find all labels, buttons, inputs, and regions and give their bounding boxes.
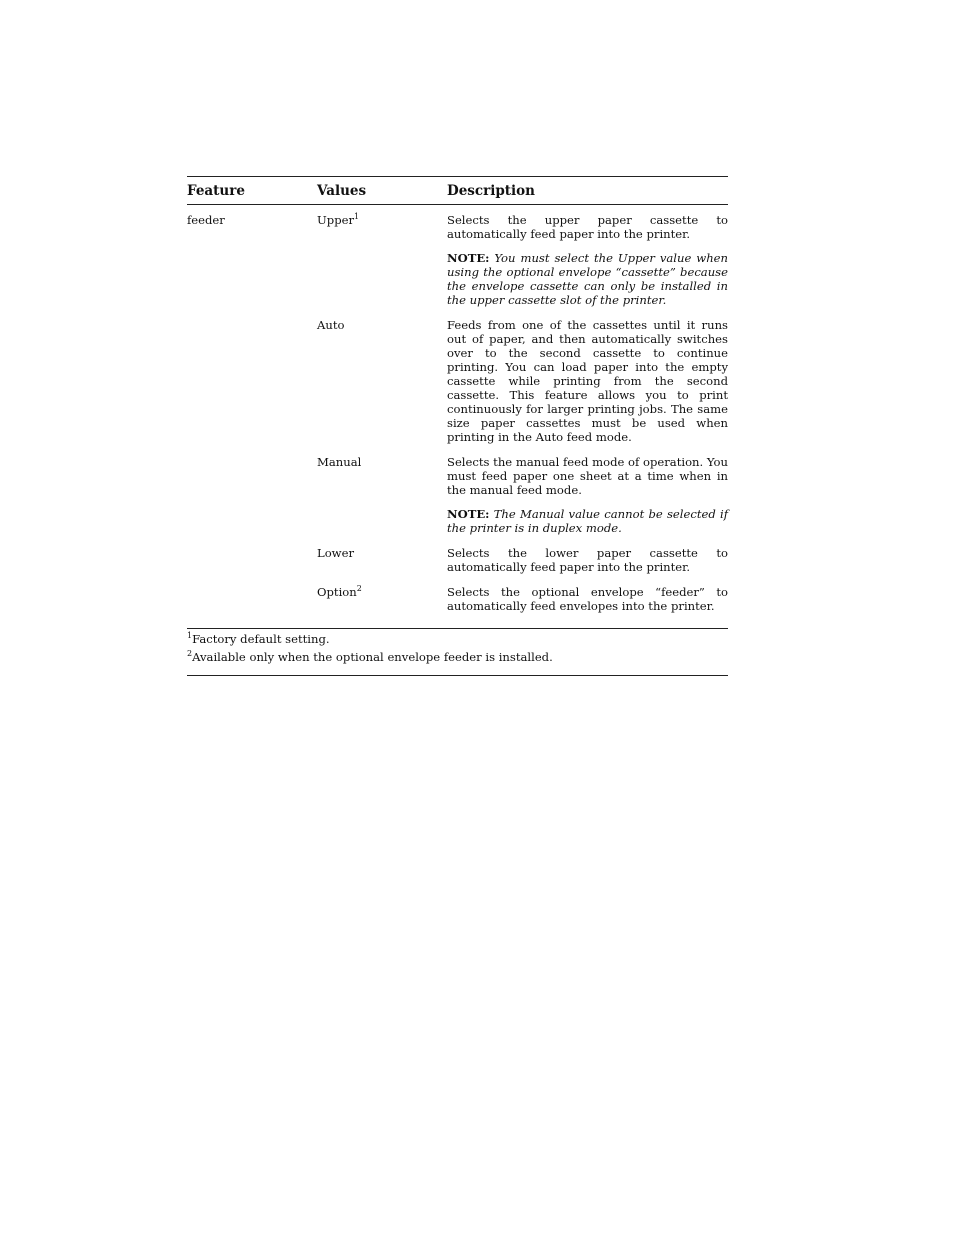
footnote-mark: 1 [187, 631, 193, 640]
table-body [187, 205, 728, 628]
table-row-option [187, 585, 728, 613]
table-row-upper [187, 213, 728, 307]
description-cell [447, 455, 728, 535]
footnotes [187, 629, 728, 675]
value-label: Manual [317, 455, 362, 469]
description-text: Feeds from one of the cassettes until it runs out of paper, and then automatically switches over to the second cassette to continue printing. You can load paper into the empty cassette while printing from the second cassette. This feature allows you to print continuously for larger printing jobs. The same size paper cassettes must be used when printing in the Auto feed mode. [447, 318, 728, 444]
description-text: Selects the lower paper cassette to automatically feed paper into the printer. [447, 546, 728, 574]
header-values: Values [317, 182, 367, 199]
feature-cell [187, 318, 317, 444]
value-label: Lower [317, 546, 355, 560]
note-text: You must select the Upper value when using the optional envelope “cassette” because the envelope cassette can only be installed in the upper cassette slot of the printer. [447, 251, 728, 307]
value-cell [317, 546, 447, 574]
value-cell [317, 455, 447, 535]
description-cell [447, 318, 728, 444]
footnote-1 [187, 632, 728, 646]
description-cell [447, 213, 728, 307]
value-cell [317, 213, 447, 307]
feature-cell: feeder [187, 213, 225, 227]
table-row-auto [187, 318, 728, 444]
footnote-text: Factory default setting. [192, 632, 330, 646]
feature-cell [187, 455, 317, 535]
description-text: Selects the upper paper cassette to automatically feed paper into the printer. [447, 213, 728, 241]
note-text: The Manual value cannot be selected if the printer is in duplex mode. [447, 507, 728, 535]
footnote-2 [187, 650, 728, 664]
value-cell [317, 585, 447, 613]
table-row-manual [187, 455, 728, 535]
value-cell [317, 318, 447, 444]
note-label: NOTE: [447, 251, 490, 265]
value-label: Option [317, 585, 357, 599]
description-cell [447, 585, 728, 613]
header-feature: Feature [187, 182, 245, 199]
description-text: Selects the manual feed mode of operation. You must feed paper one sheet at a time when in the manual feed mode. [447, 455, 728, 497]
note [447, 507, 728, 535]
note-label: NOTE: [447, 507, 490, 521]
value-label: Auto [317, 318, 345, 332]
feature-table [187, 176, 728, 676]
feature-cell [187, 546, 317, 574]
table-row-lower [187, 546, 728, 574]
description-cell [447, 546, 728, 574]
footnote-text: Available only when the optional envelope feeder is installed. [192, 650, 553, 664]
header-description: Description [447, 182, 535, 199]
value-label: Upper [317, 213, 355, 227]
table-bottom-rule [187, 675, 728, 676]
note [447, 251, 728, 307]
table-header [187, 177, 728, 204]
description-text: Selects the optional envelope “feeder” to automatically feed envelopes into the printer. [447, 585, 728, 613]
footnote-ref: 2 [356, 584, 362, 593]
footnote-ref: 1 [354, 212, 360, 221]
feature-cell [187, 585, 317, 613]
footnote-mark: 2 [187, 649, 193, 658]
